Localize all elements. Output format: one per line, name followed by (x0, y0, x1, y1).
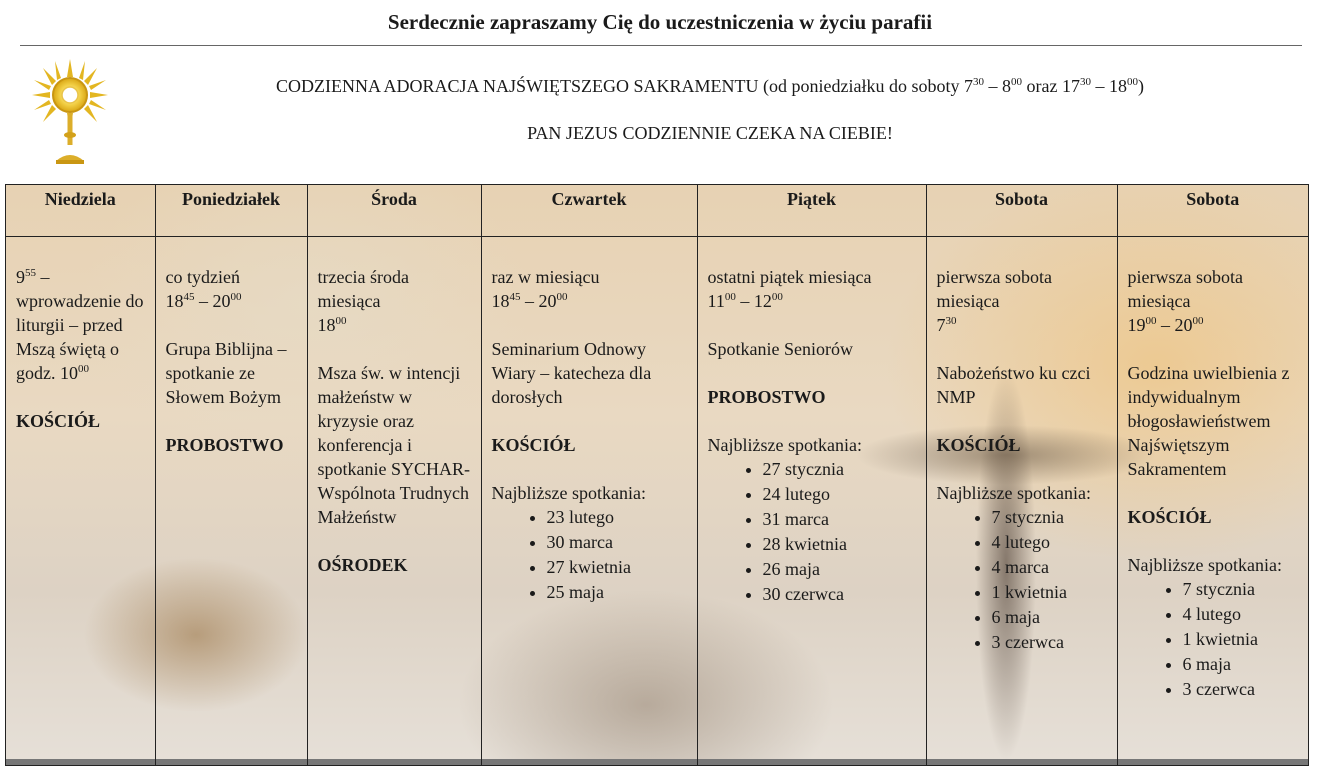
cell-sunday (6, 237, 155, 767)
monday-description: Grupa Biblijna – spotkanie ze Słowem Bożym (165, 339, 287, 407)
day-header-row (6, 185, 1308, 237)
list-item: • 28 kwietnia (763, 532, 920, 557)
wednesday-hours: $18^{00}$ (317, 315, 347, 335)
day-header-thursday: Czwartek (481, 185, 697, 237)
subtitle: PAN JEZUS CODZIENNIE CZEKA NA CIEBIE! (527, 123, 893, 143)
list-item: • 4 lutego (992, 530, 1111, 555)
thursday-dates (492, 505, 691, 605)
friday-frequency: ostatni piątek miesiąca (707, 267, 872, 287)
monstrance-icon (30, 57, 110, 167)
day-header-monday: Poniedziałek (155, 185, 307, 237)
page-title: Serdecznie zapraszamy Cię do uczestniczenia w życiu parafii (387, 10, 933, 34)
day-header-saturday-1: Sobota (926, 185, 1117, 237)
cell-thursday (481, 237, 697, 767)
saturday-2-next-label: Najbliższe spotkania: (1127, 555, 1282, 575)
saturday-1-next-label: Najbliższe spotkania: (936, 483, 1091, 503)
saturday-2-hours: $19^{00} - 20^{00}$ (1127, 315, 1204, 335)
day-header-saturday-2: Sobota (1117, 185, 1308, 237)
cell-wednesday (307, 237, 481, 767)
sunday-info: $9^{55}$ – wprowadzenie do liturgii – przed Mszą świętą o godz. $10^{00}$ (16, 267, 144, 383)
list-item: • 1 kwietnia (992, 580, 1111, 605)
list-item: • 31 marca (763, 507, 920, 532)
list-item: • 30 czerwca (763, 582, 920, 607)
friday-dates (708, 457, 920, 607)
saturday-1-hours: $7^{30}$ (936, 315, 957, 335)
monday-place: PROBOSTWO (165, 435, 284, 455)
day-header-sunday: Niedziela (6, 185, 155, 237)
monday-frequency: co tydzień (165, 267, 240, 287)
cell-friday (697, 237, 926, 767)
list-item: • 3 czerwca (992, 630, 1111, 655)
friday-hours: $11^{00} - 12^{00}$ (707, 291, 783, 311)
list-item: • 7 stycznia (992, 505, 1111, 530)
list-item: • 25 maja (547, 580, 691, 605)
list-item: • 1 kwietnia (1183, 627, 1303, 652)
saturday-2-place: KOŚCIÓŁ (1127, 507, 1212, 527)
list-item: • 7 stycznia (1183, 577, 1303, 602)
saturday-2-description: Godzina uwielbienia z indywidualnym błogosławieństwem Najświętszym Sakramentem (1127, 363, 1290, 479)
saturday-1-dates (937, 505, 1111, 655)
cell-monday (155, 237, 307, 767)
day-header-wednesday: Środa (307, 185, 481, 237)
friday-place: PROBOSTWO (707, 387, 826, 407)
list-item: • 26 maja (763, 557, 920, 582)
thursday-place: KOŚCIÓŁ (491, 435, 576, 455)
schedule-row (6, 237, 1308, 767)
list-item: • 27 kwietnia (547, 555, 691, 580)
thursday-next-label: Najbliższe spotkania: (491, 483, 646, 503)
saturday-2-dates (1128, 577, 1303, 702)
schedule-table (5, 184, 1309, 766)
cell-saturday-1 (926, 237, 1117, 767)
thursday-description: Seminarium Odnowy Wiary – katecheza dla dorosłych (491, 339, 652, 407)
list-item: • 6 maja (1183, 652, 1303, 677)
friday-description: Spotkanie Seniorów (707, 339, 853, 359)
friday-next-label: Najbliższe spotkania: (707, 435, 862, 455)
sunday-place: KOŚCIÓŁ (16, 411, 101, 431)
wednesday-frequency: trzecia środa miesiąca (317, 267, 409, 311)
saturday-1-place: KOŚCIÓŁ (936, 435, 1021, 455)
list-item: • 23 lutego (547, 505, 691, 530)
list-item: • 4 marca (992, 555, 1111, 580)
list-item: • 4 lutego (1183, 602, 1303, 627)
thursday-frequency: raz w miesiącu (491, 267, 600, 287)
saturday-1-frequency: pierwsza sobota miesiąca (936, 267, 1052, 311)
saturday-2-frequency: pierwsza sobota miesiąca (1127, 267, 1243, 311)
monday-hours: $18^{45} - 20^{00}$ (165, 291, 242, 311)
list-item: • 3 czerwca (1183, 677, 1303, 702)
wednesday-description: Msza św. w intencji małżeństw w kryzysie oraz konferencja i spotkanie SYCHAR-Wspólnota Trudnych Małżeństw (317, 363, 470, 527)
divider (20, 45, 1302, 46)
day-header-friday: Piątek (697, 185, 926, 237)
wednesday-place: OŚRODEK (317, 555, 408, 575)
adoration-hours: CODZIENNA ADORACJA NAJŚWIĘTSZEGO SAKRAMENTU (od poniedziałku do soboty $7^{30} - 8^{00}$ oraz $17^{30} - 18^{00}$) (276, 76, 1144, 96)
thursday-hours: $18^{45} - 20^{00}$ (491, 291, 568, 311)
list-item: • 27 stycznia (763, 457, 920, 482)
saturday-1-description: Nabożeństwo ku czci NMP (936, 363, 1091, 407)
list-item: • 24 lutego (763, 482, 920, 507)
list-item: • 30 marca (547, 530, 691, 555)
cell-saturday-2 (1117, 237, 1308, 767)
list-item: • 6 maja (992, 605, 1111, 630)
